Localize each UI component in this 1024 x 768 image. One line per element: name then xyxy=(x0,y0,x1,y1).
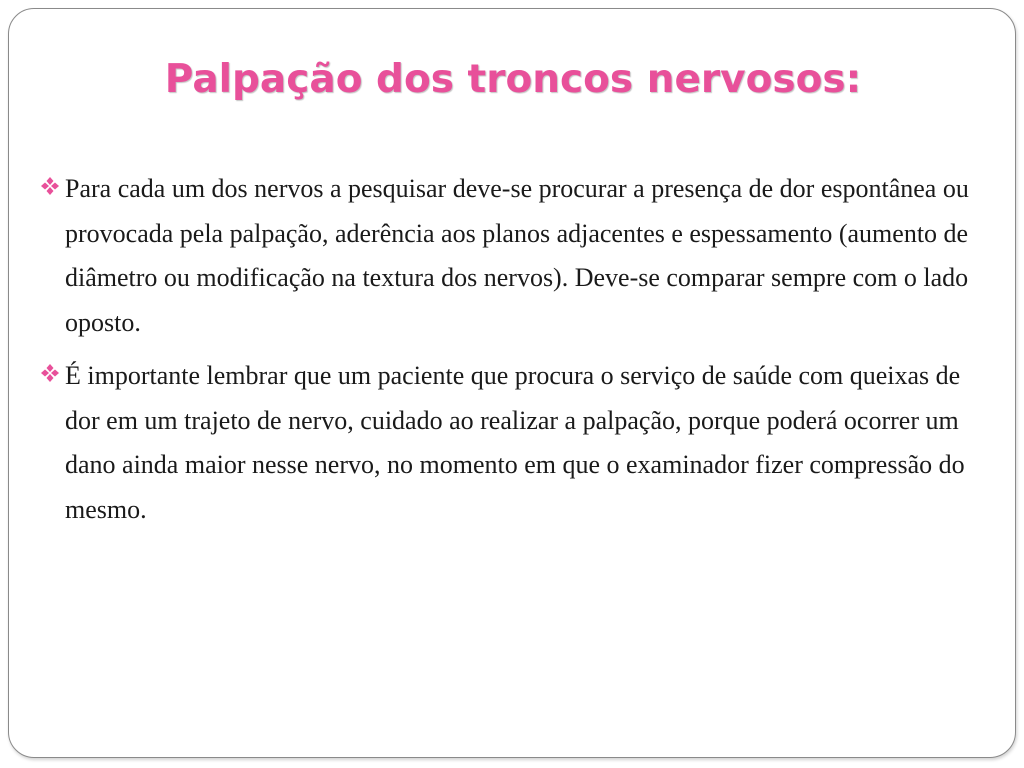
slide-title: Palpação dos troncos nervosos: xyxy=(164,57,862,102)
diamond-bullet-icon xyxy=(40,176,60,196)
bullet-item xyxy=(59,167,999,345)
slide-content xyxy=(59,167,999,541)
bullet-text: Para cada um dos nervos a pesquisar deve-se procurar a presença de dor espontânea ou provocada pela palpação, aderência aos planos adjacentes e espessamento (aumento de diâmetro ou modificação na textura dos nervos). Deve-se comparar sempre com o lado oposto. xyxy=(65,174,969,337)
bullet-item xyxy=(59,354,999,532)
diamond-bullet-icon xyxy=(40,363,60,383)
bullet-text: É importante lembrar que um paciente que procura o serviço de saúde com queixas de dor em um trajeto de nervo, cuidado ao realizar a palpação, porque poderá ocorrer um dano ainda maior nesse nervo, no momento em que o examinador fizer compressão do mesmo. xyxy=(65,361,965,524)
slide-frame xyxy=(8,8,1016,758)
